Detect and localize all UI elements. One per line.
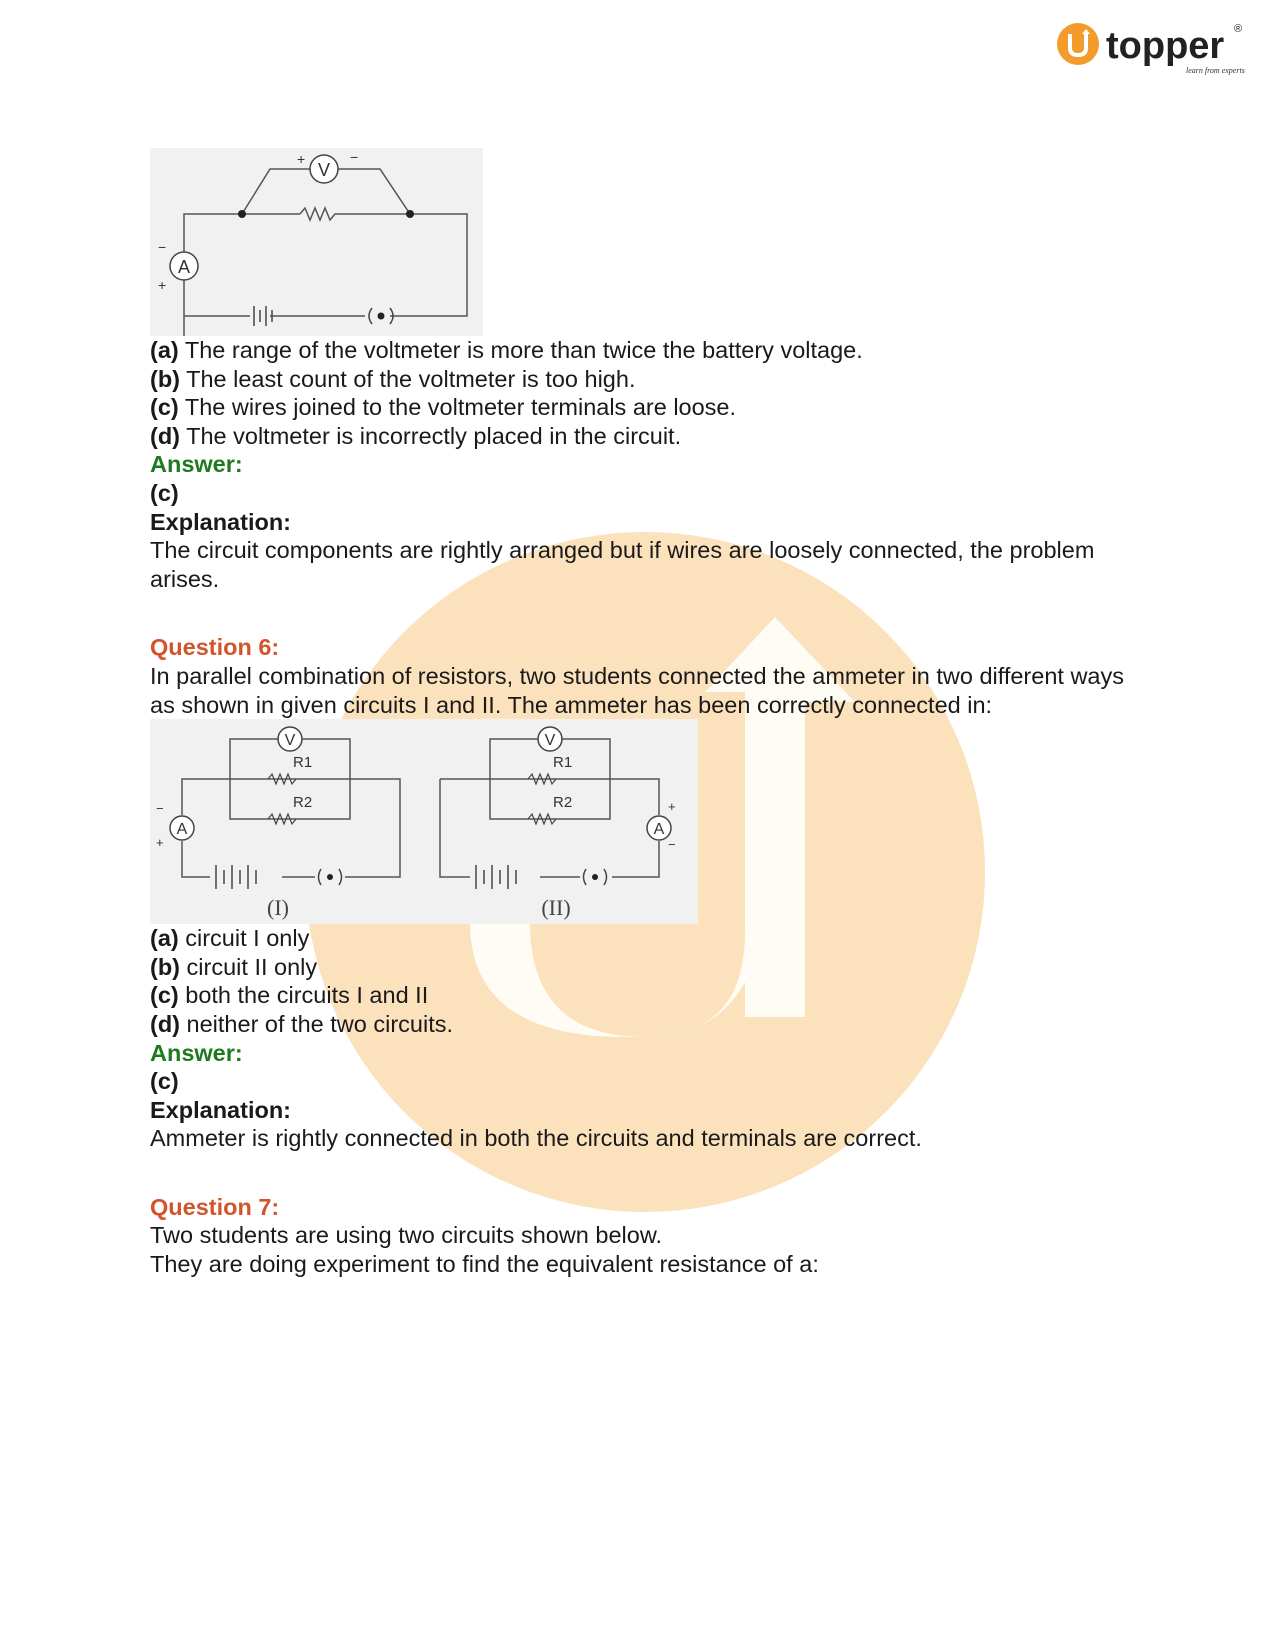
circuit-figure-q5 xyxy=(150,148,483,336)
svg-text:R1: R1 xyxy=(293,754,313,772)
svg-text:V: V xyxy=(284,732,296,750)
svg-text:+: + xyxy=(156,835,164,851)
circuit-caption-2: (II) xyxy=(541,895,571,921)
registered-mark: ® xyxy=(1234,23,1243,35)
voltmeter-label: V xyxy=(317,160,331,180)
logo-tagline: learn from experts xyxy=(1186,66,1245,75)
circuit-caption-1: (I) xyxy=(267,895,289,921)
q5-option-a: (a) The range of the voltmeter is more than twice the battery voltage. xyxy=(150,337,863,363)
q6-option-d: (d) neither of the two circuits. xyxy=(150,1010,453,1037)
q7-line-2: They are doing experiment to find the equivalent resistance of a: xyxy=(150,1251,819,1278)
logo-u-icon xyxy=(1057,23,1099,65)
q5-options xyxy=(150,336,1150,450)
q6-option-c: (c) both the circuits I and II xyxy=(150,982,429,1009)
svg-text:−: − xyxy=(350,149,359,165)
battery-icon xyxy=(254,306,272,326)
q5-explanation-heading: Explanation: xyxy=(150,508,292,535)
svg-text:R2: R2 xyxy=(293,794,313,812)
key-icon xyxy=(369,308,393,324)
q7-heading: Question 7: xyxy=(150,1193,280,1220)
q6-option-a: (a) circuit I only xyxy=(150,925,310,952)
q5-answer: (c) xyxy=(150,479,179,506)
q5-option-d: (d) The voltmeter is incorrectly placed in the circuit. xyxy=(150,422,682,449)
q6-option-b: (b) circuit II only xyxy=(150,953,318,980)
circuit-figure-q6 xyxy=(150,719,698,924)
svg-text:−: − xyxy=(158,239,167,255)
svg-text:A: A xyxy=(176,821,188,839)
svg-text:−: − xyxy=(156,801,164,817)
svg-text:+: + xyxy=(668,799,676,815)
brand-logo xyxy=(1056,20,1246,80)
svg-text:+: + xyxy=(297,151,306,167)
q5-answer-heading: Answer: xyxy=(150,451,243,478)
svg-text:A: A xyxy=(653,821,665,839)
q6-answer-heading: Answer: xyxy=(150,1039,243,1066)
q6-options xyxy=(150,924,1150,1038)
q5-option-c: (c) The wires joined to the voltmeter terminals are loose. xyxy=(150,394,737,421)
q7-line-1: Two students are using two circuits shown below. xyxy=(150,1222,663,1249)
svg-text:R1: R1 xyxy=(553,754,573,772)
q5-explanation: The circuit components are rightly arranged but if wires are loosely connected, the problem arises. xyxy=(150,537,1095,592)
q6-answer: (c) xyxy=(150,1068,179,1095)
svg-text:−: − xyxy=(668,837,676,853)
page-content xyxy=(150,148,1150,1279)
svg-text:+: + xyxy=(158,277,167,293)
q6-explanation-heading: Explanation: xyxy=(150,1096,292,1123)
logo-text: topper xyxy=(1106,25,1225,67)
ammeter-label: A xyxy=(177,257,191,277)
svg-text:R2: R2 xyxy=(553,794,573,812)
svg-text:V: V xyxy=(544,732,556,750)
q5-option-b: (b) The least count of the voltmeter is too high. xyxy=(150,365,636,392)
q6-heading: Question 6: xyxy=(150,634,280,661)
q6-text: In parallel combination of resistors, two students connected the ammeter in two different ways as shown in given circuits I and II. The ammeter has been correctly connected in: xyxy=(150,662,1124,718)
q6-explanation: Ammeter is rightly connected in both the circuits and terminals are correct. xyxy=(150,1125,922,1152)
